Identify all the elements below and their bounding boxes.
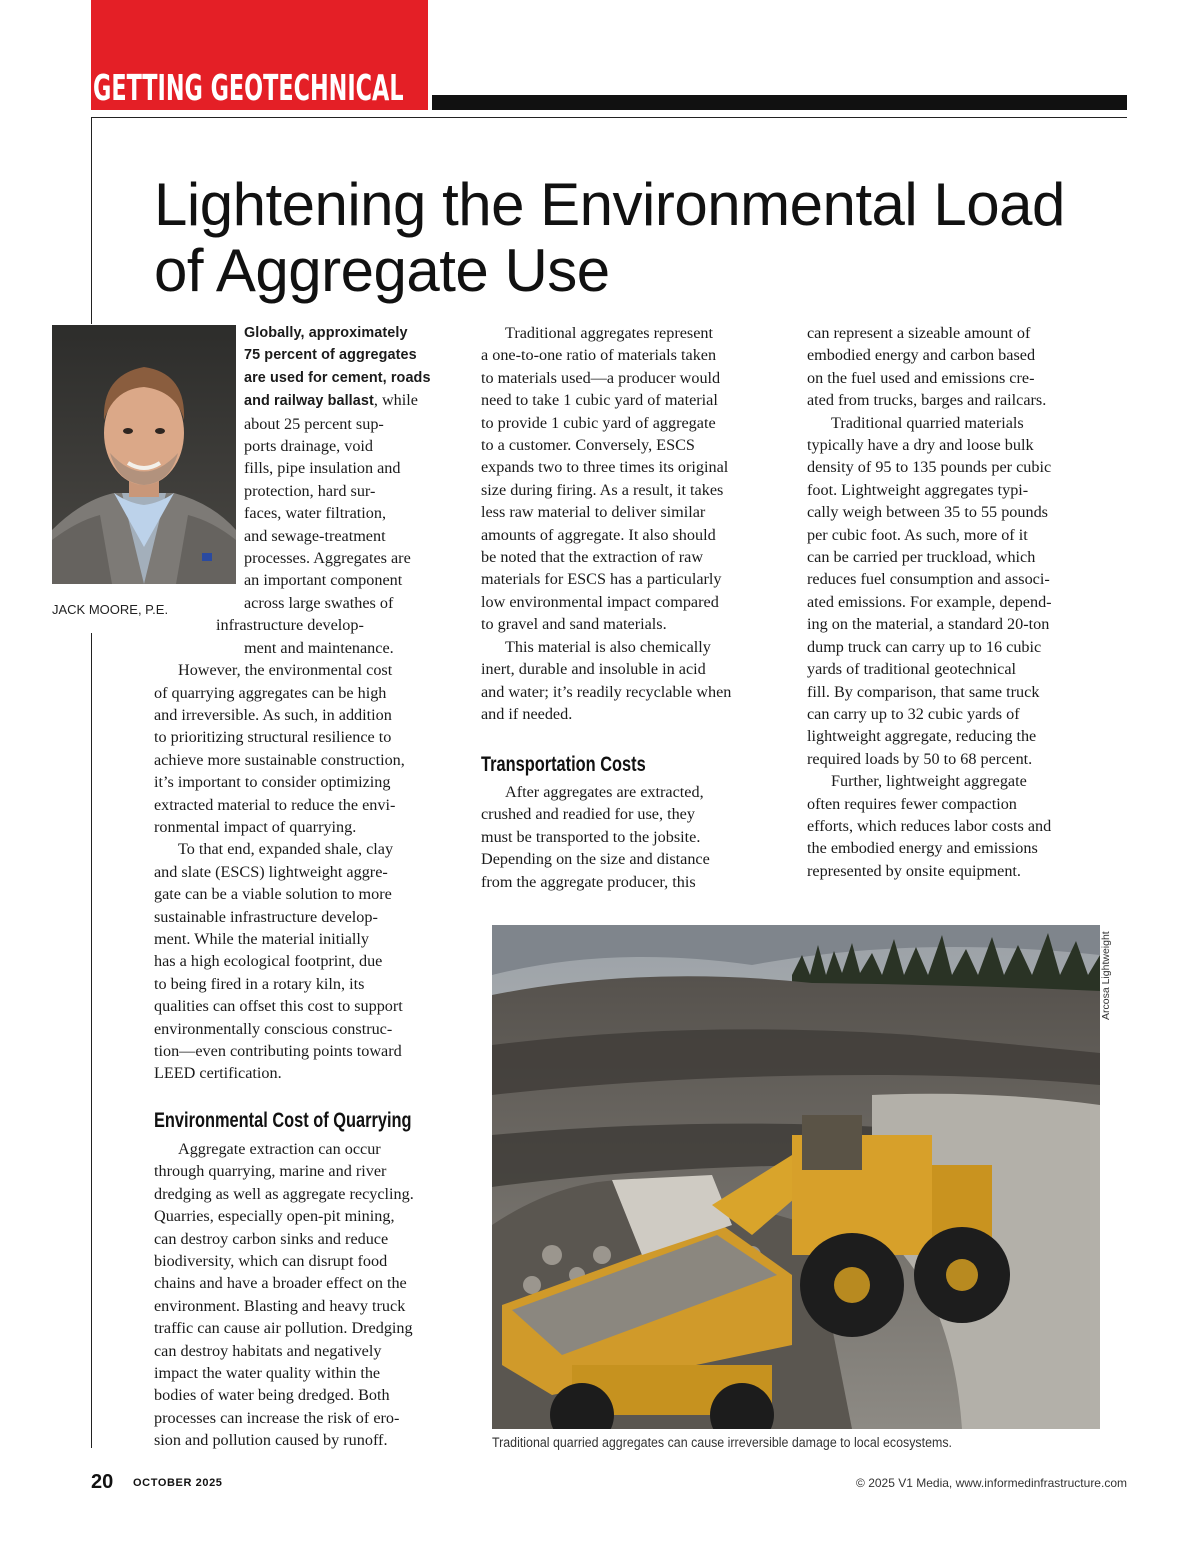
text-line: through quarrying, marine and river bbox=[154, 1162, 387, 1181]
text-line: to gravel and sand materials. bbox=[481, 615, 667, 634]
text-line: This material is also chemically bbox=[505, 637, 711, 656]
lead-paragraph bbox=[154, 322, 454, 659]
text-line: need to take 1 cubic yard of material bbox=[481, 391, 718, 410]
left-rule-lower bbox=[91, 633, 92, 1448]
issue-date: OCTOBER 2025 bbox=[133, 1477, 223, 1489]
text-line: ronmental impact of quarrying. bbox=[154, 817, 357, 836]
quarrying-paragraph bbox=[154, 1138, 454, 1452]
text-line: and water; it’s readily recyclable when bbox=[481, 682, 732, 701]
lead-bold-line: are used for cement, roads bbox=[244, 369, 431, 386]
column-1-body bbox=[154, 659, 454, 1085]
text-line: can be carried per truckload, which bbox=[807, 548, 1036, 567]
text-line: tion—even contributing points toward bbox=[154, 1042, 402, 1060]
text-line: crushed and readied for use, they bbox=[481, 805, 695, 824]
text-line: dump truck can carry up to 16 cubic bbox=[807, 637, 1042, 656]
text-line: to materials used—a producer would bbox=[481, 368, 721, 387]
lead-line: ports drainage, void bbox=[244, 437, 374, 456]
section-label: GETTING GEOTECHNICAL bbox=[93, 68, 404, 109]
text-line: represented by onsite equipment. bbox=[807, 861, 1021, 880]
text-line: embodied energy and carbon based bbox=[807, 346, 1036, 365]
text-line: and slate (ESCS) lightweight aggre- bbox=[154, 862, 388, 881]
text-line: Traditional quarried materials bbox=[831, 413, 1024, 432]
text-line: size during firing. As a result, it takes bbox=[481, 480, 724, 499]
lead-tail: , while bbox=[373, 391, 418, 410]
text-line: After aggregates are extracted, bbox=[505, 783, 704, 801]
text-line: materials for ESCS has a particularly bbox=[481, 570, 722, 589]
text-line: To that end, expanded shale, clay bbox=[178, 840, 394, 859]
text-line: it’s important to consider optimizing bbox=[154, 773, 391, 792]
text-line: to a customer. Conversely, ESCS bbox=[481, 436, 695, 455]
text-line: environmentally conscious construc- bbox=[154, 1019, 393, 1038]
photo-caption: Traditional quarried aggregates can cause irreversible damage to local ecosystems. bbox=[492, 1435, 953, 1450]
text-line: dredging as well as aggregate recycling. bbox=[154, 1184, 414, 1203]
text-line: can represent a sizeable amount of bbox=[807, 324, 1031, 342]
text-line: of quarrying aggregates can be high bbox=[154, 683, 387, 702]
lead-line: faces, water filtration, bbox=[244, 504, 387, 523]
text-line: Further, lightweight aggregate bbox=[831, 772, 1027, 791]
column-3 bbox=[807, 322, 1107, 882]
lead-bold-line: Globally, approximately bbox=[244, 325, 408, 341]
body-paragraph bbox=[481, 636, 781, 726]
text-line: and irreversible. As such, in addition bbox=[154, 705, 392, 724]
text-line: often requires fewer compaction bbox=[807, 794, 1017, 813]
title-line-2: of Aggregate Use bbox=[154, 237, 610, 304]
lead-bold-line: 75 percent of aggregates bbox=[244, 347, 417, 364]
text-line: can destroy habitats and negatively bbox=[154, 1341, 382, 1360]
text-line: must be transported to the jobsite. bbox=[481, 827, 701, 846]
lead-line: fills, pipe insulation and bbox=[244, 459, 401, 478]
text-line: from the aggregate producer, this bbox=[481, 872, 696, 891]
copyright: © 2025 V1 Media, www.informedinfrastructure.com bbox=[856, 1476, 1127, 1490]
text-line: amounts of aggregate. It also should bbox=[481, 525, 716, 544]
text-line: achieve more sustainable construction, bbox=[154, 750, 405, 769]
text-line: bodies of water being dredged. Both bbox=[154, 1386, 390, 1405]
text-line: be noted that the extraction of raw bbox=[481, 548, 704, 567]
lead-line: processes. Aggregates are bbox=[244, 549, 411, 568]
text-line: ment. While the material initially bbox=[154, 929, 370, 948]
text-line: fill. By comparison, that same truck bbox=[807, 682, 1040, 701]
text-line: LEED certification. bbox=[154, 1064, 282, 1083]
lead-bold-line: and railway ballast bbox=[244, 393, 374, 410]
quarry-photo bbox=[492, 925, 1100, 1429]
text-line: less raw material to deliver similar bbox=[481, 503, 706, 522]
text-line: sustainable infrastructure develop- bbox=[154, 907, 378, 926]
text-line: reduces fuel consumption and associ- bbox=[807, 570, 1050, 589]
text-line: biodiversity, which can disrupt food bbox=[154, 1252, 388, 1271]
text-line: ated emissions. For example, depend- bbox=[807, 592, 1052, 611]
lead-line: and sewage-treatment bbox=[244, 526, 386, 545]
text-line: has a high ecological footprint, due bbox=[154, 952, 383, 971]
text-line: qualities can offset this cost to support bbox=[154, 997, 403, 1016]
left-rule-upper bbox=[91, 117, 92, 324]
text-line: foot. Lightweight aggregates typi- bbox=[807, 480, 1029, 499]
text-line: expands two to three times its original bbox=[481, 458, 729, 477]
text-line: gate can be a viable solution to more bbox=[154, 885, 392, 904]
top-rule bbox=[91, 117, 1127, 118]
text-line: Aggregate extraction can occur bbox=[178, 1140, 381, 1158]
header-rule-bar bbox=[432, 95, 1127, 110]
lead-line: across large swathes of bbox=[244, 593, 394, 612]
article-title bbox=[154, 172, 1114, 304]
transport-paragraph bbox=[481, 781, 781, 893]
subhead-transport: Transportation Costs bbox=[481, 753, 646, 776]
body-paragraph bbox=[807, 322, 1107, 412]
text-line: extracted material to reduce the envi- bbox=[154, 795, 396, 814]
body-paragraph bbox=[154, 659, 454, 838]
text-line: required loads by 50 to 68 percent. bbox=[807, 749, 1033, 768]
text-line: ing on the material, a standard 20-ton bbox=[807, 615, 1050, 634]
text-line: on the fuel used and emissions cre- bbox=[807, 368, 1035, 387]
text-line: can carry up to 32 cubic yards of bbox=[807, 704, 1020, 723]
column-2 bbox=[481, 322, 781, 725]
body-paragraph bbox=[807, 770, 1107, 882]
text-line: yards of traditional geotechnical bbox=[807, 660, 1017, 679]
author-caption: JACK MOORE, P.E. bbox=[52, 602, 169, 617]
subhead-quarrying: Environmental Cost of Quarrying bbox=[154, 1109, 412, 1132]
text-line: environment. Blasting and heavy truck bbox=[154, 1296, 406, 1315]
page-number: 20 bbox=[91, 1471, 114, 1493]
text-line: Traditional aggregates represent bbox=[505, 324, 713, 342]
text-line: chains and have a broader effect on the bbox=[154, 1274, 407, 1293]
text-line: impact the water quality within the bbox=[154, 1364, 381, 1383]
text-line: low environmental impact compared bbox=[481, 592, 719, 611]
text-line: a one-to-one ratio of materials taken bbox=[481, 346, 717, 365]
lead-line: about 25 percent sup- bbox=[244, 414, 384, 433]
lead-line: an important component bbox=[244, 571, 403, 590]
text-line: Depending on the size and distance bbox=[481, 850, 710, 869]
lead-line: ment and maintenance. bbox=[244, 638, 394, 657]
text-line: sion and pollution caused by runoff. bbox=[154, 1431, 388, 1450]
lead-line: infrastructure develop- bbox=[216, 616, 364, 635]
text-line: processes can increase the risk of ero- bbox=[154, 1408, 400, 1427]
text-line: and if needed. bbox=[481, 704, 573, 723]
text-line: to prioritizing structural resilience to bbox=[154, 728, 392, 747]
body-paragraph bbox=[154, 838, 454, 1084]
title-line-1: Lightening the Environmental Load bbox=[154, 171, 1065, 238]
text-line: density of 95 to 135 pounds per cubic bbox=[807, 458, 1052, 477]
body-paragraph bbox=[481, 322, 781, 636]
text-line: typically have a dry and loose bulk bbox=[807, 436, 1034, 455]
text-line: efforts, which reduces labor costs and bbox=[807, 816, 1052, 835]
text-line: to provide 1 cubic yard of aggregate bbox=[481, 413, 716, 432]
text-line: Quarries, especially open-pit mining, bbox=[154, 1207, 395, 1226]
text-line: can destroy carbon sinks and reduce bbox=[154, 1229, 389, 1248]
text-line: inert, durable and insoluble in acid bbox=[481, 660, 706, 679]
text-line: the embodied energy and emissions bbox=[807, 839, 1038, 858]
text-line: per cubic foot. As such, more of it bbox=[807, 525, 1028, 544]
text-line: to being fired in a rotary kiln, its bbox=[154, 974, 365, 993]
text-line: lightweight aggregate, reducing the bbox=[807, 727, 1037, 746]
text-line: ated from trucks, barges and railcars. bbox=[807, 391, 1047, 410]
text-line: However, the environmental cost bbox=[178, 661, 393, 680]
text-line: cally weigh between 35 to 55 pounds bbox=[807, 503, 1048, 522]
photo-credit: Arcosa Lightweight bbox=[1100, 931, 1112, 1020]
body-paragraph bbox=[807, 412, 1107, 771]
lead-line: protection, hard sur- bbox=[244, 481, 376, 500]
text-line: traffic can cause air pollution. Dredging bbox=[154, 1319, 413, 1338]
column-1 bbox=[154, 322, 454, 1085]
